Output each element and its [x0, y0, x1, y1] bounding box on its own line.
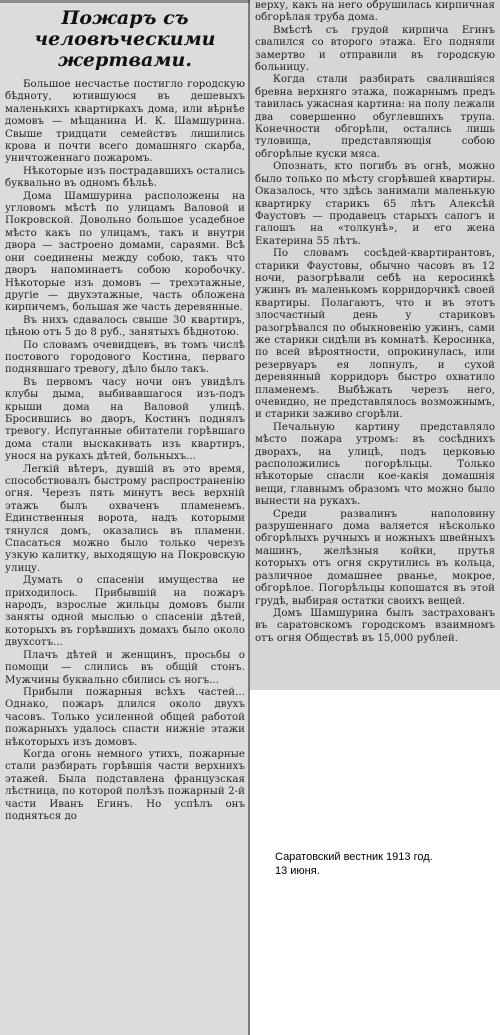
article-paragraph: Когда огонь немного утихъ, пожарные стали разбирать горѣвшія части верхнихъ этажей. Была подставлена французская лѣстница, по которой полѣзъ пожарный 2-й части Иванъ Егинъ. Но успѣлъ онъ подняться до — [5, 748, 245, 822]
article-paragraph: Среди развалинъ наполовину разрушеннаго дома валяется нѣсколько обгорѣлыхъ ручныхъ и ножныхъ швейныхъ машинъ, желѣзныя койки, прутья которыхъ отъ огня скрутились въ кольца, различное домашнее рванье, мокрое, обгорѣлое. Погорѣльцы копошатся въ этой грудѣ, выбирая остатки своихъ вещей. — [255, 508, 495, 607]
article-paragraph: Печальную картину представляло мѣсто пожара утромъ: въ сосѣднихъ дворахъ, на улицѣ, подъ церковью расположились погорѣльцы. Только нѣкоторые спасли кое-какія домашнія вещи, главнымъ образомъ что можно было вынести на рукахъ. — [255, 421, 495, 508]
article-headline: Пожаръ съ человѣческими жертвами. — [34, 7, 216, 71]
caption-line-1: Саратовский вестник 1913 год. — [275, 851, 433, 863]
article-paragraph: Большое несчастье постигло городскую бѣдноту, ютившуюся въ дешевыхъ маленькихъ квартиркахъ дома, или вѣрнѣе домовъ — мѣщанина И. К. Шамшурина. Свыше тридцати семействъ лишились крова и почти всего домашняго скарба, уничтоженнаго пожаромъ. — [5, 79, 245, 165]
article-paragraph: верху, какъ на него обрушилась кирпичная обгорѣлая труба дома. — [255, 0, 495, 24]
article-column-right — [250, 0, 500, 690]
caption-line-2: 13 июня. — [275, 865, 320, 877]
article-paragraph: Плачъ дѣтей и женщинъ, просьбы о помощи — слились въ общій стонъ. Мужчины буквально сбились съ ногъ... — [5, 649, 245, 686]
article-body-left — [5, 79, 245, 823]
article-paragraph: Въ первомъ часу ночи онъ увидѣлъ клубы дыма, выбивавшагося изъ-подъ крыши дома на Валовой улицѣ. Бросившись во дворъ, Костинъ поднялъ тревогу. Испуганные обитатели горѣвшаго дома стали выскакивать изъ квартиръ, унося на рукахъ дѣтей, больныхъ... — [5, 376, 245, 463]
article-paragraph: Вмѣстѣ съ грудой кирпича Егинъ свалился со второго этажа. Его подняли замертво и отправили въ городскую больницу. — [255, 24, 495, 74]
article-paragraph: Прибыли пожарныя всѣхъ частей... Однако, пожаръ длился около двухъ часовъ. Только усиленной общей работой пожарныхъ удалось спасти нижніе этажи нѣкоторыхъ изъ домовъ. — [5, 686, 245, 748]
top-rule — [0, 0, 250, 3]
article-paragraph: Домъ Шамшурина былъ застрахованъ въ саратовскомъ городскомъ взаимномъ отъ огня Обществѣ въ 15,000 рублей. — [255, 607, 495, 644]
article-body-right — [255, 0, 495, 645]
article-paragraph: Нѣкоторые изъ пострадавшихъ остались буквально въ одномъ бѣльѣ. — [5, 165, 245, 190]
article-paragraph: Легкій вѣтеръ, дувшій въ это время, способствовалъ быстрому распространенію огня. Черезъ пять минутъ весь верхній этажъ былъ охваченъ пламенемъ. Единственныя ворота, надъ которыми тянулся домъ, оказались въ пламени. Спасаться можно было только черезъ узкую калитку, выходящую на Покровскую улицу. — [5, 463, 245, 574]
article-paragraph: Въ нихъ сдавалось свыше 30 квартиръ, цѣною отъ 5 до 8 руб., занятыхъ бѣднотою. — [5, 314, 245, 339]
article-paragraph: Опознать, кто погибъ въ огнѣ, можно было только по мѣсту сгорѣвшей квартиры. Оказалось, что здѣсь занимали маленькую квартирку старикъ 65 лѣтъ Алексѣй Фаустовъ — продавецъ старыхъ сапогъ и галошъ на «толкунѣ», и его жена Екатерина 55 лѣтъ. — [255, 161, 495, 247]
article-paragraph: По словамъ очевидцевъ, въ томъ числѣ постового городового Костина, перваго поднявшаго тревогу, дѣло было такъ. — [5, 339, 245, 376]
article-paragraph: По словамъ сосѣдей-квартирантовъ, старики Фаустовы, обычно часовъ въ 12 ночи, разогрѣвали себѣ на керосинкѣ ужинъ въ маленькомъ корридорчикѣ своей квартиры. Полагаютъ, что и въ этотъ злосчастный день у стариковъ разогрѣвался по обыкновенію ужинъ, сами же старики сидѣли въ комнатѣ. Керосинка, по всей вѣроятности, опрокинулась, или резервуаръ ея лопнулъ, и сухой деревянный корридоръ быстро охватило пламенемъ. Выбѣжать черезъ него, очевидно, не представлялось возможнымъ, и старики заживо сгорѣли. — [255, 248, 495, 421]
article-paragraph: Думать о спасеніи имущества не приходилось. Прибывшій на пожаръ народъ, взрослые жильцы домовъ были заняты одной мыслью о спасеніи дѣтей, которыхъ въ горѣвшихъ домахъ было около двухсотъ... — [5, 575, 245, 649]
article-paragraph: Когда стали разбирать свалившіяся бревна верхняго этажа, пожарнымъ предъ тавилась ужасная картина: на полу лежали два совершенно обуглевшихъ трупа. Конечности обгорѣли, остались лишь туловища, представляющія собою обгорѣлые куски мяса. — [255, 74, 495, 160]
source-caption — [275, 850, 475, 878]
article-paragraph: Дома Шамшурина расположены на угловомъ мѣстѣ по улицамъ Валовой и Покровской. Довольно большое усадебное мѣсто какъ по улицамъ, такъ и внутри двора — застроено домами, сараями. Всѣ они соединены между собою, такъ что дворъ напоминаетъ собою коробочку. Нѣкоторые изъ домовъ — трехэтажные, другіе — двухэтажные, часть обложена кирпичемъ, большая же часть деревянные. — [5, 190, 245, 314]
